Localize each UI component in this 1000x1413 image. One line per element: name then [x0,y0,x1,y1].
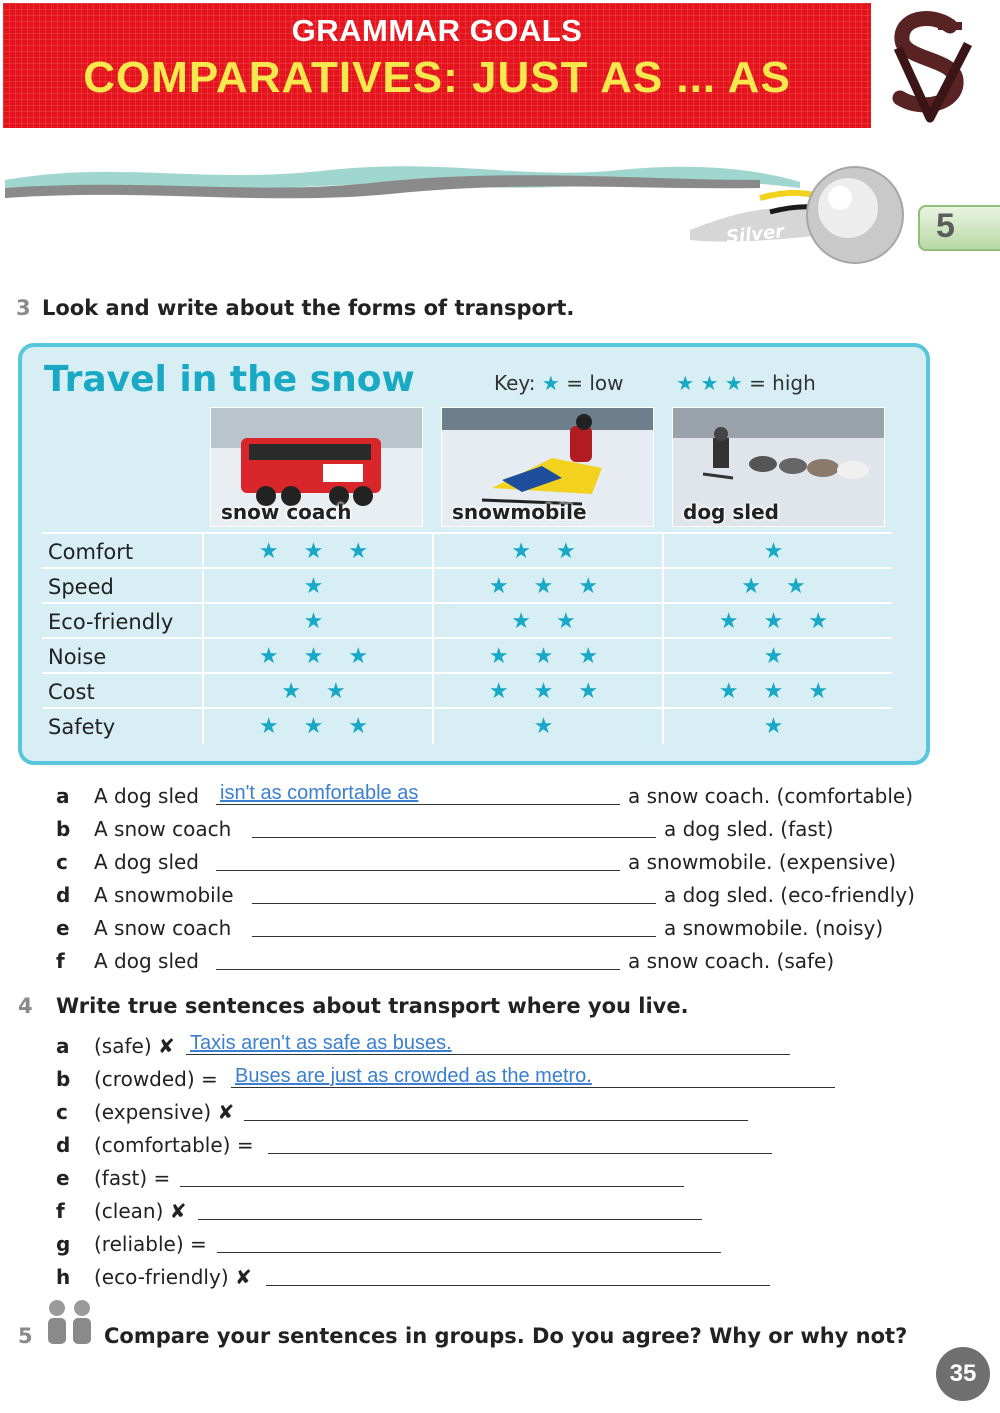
table-title: Travel in the snow [44,359,415,400]
key-low-star-icon: ★ [541,371,560,395]
answer-text: Taxis aren't as safe as buses. [190,1032,452,1054]
row-divider [42,567,892,569]
key-high-text: = high [749,371,816,395]
item-prompt: (expensive) ✘ [94,1100,235,1124]
star-rating: ★ ★ ★ [258,539,378,564]
key-legend [494,371,816,395]
item-letter: a [56,784,70,808]
item-prompt: (comfortable) = [94,1133,254,1157]
item-subject: A snow coach [94,916,232,940]
item-letter: c [56,850,68,874]
criterion-label: Speed [48,575,114,599]
star-rating: ★ ★ [281,679,355,704]
item-letter: b [56,1067,71,1091]
item-letter: f [56,1199,65,1223]
answer-blank[interactable] [217,1252,721,1253]
pair-work-icon [44,1298,96,1344]
snow-coach-photo [210,407,423,527]
publisher-logo [880,8,980,123]
level-label: Silver [725,221,786,248]
answer-blank[interactable] [252,903,656,904]
exercise-5-number: 5 [18,1324,33,1348]
item-object: a snowmobile. (expensive) [628,850,897,874]
item-prompt: (eco-friendly) ✘ [94,1265,252,1289]
star-rating: ★ [533,714,563,739]
star-rating: ★ ★ [511,539,585,564]
item-object: a snow coach. (comfortable) [628,784,914,808]
row-divider [42,672,892,674]
criterion-label: Eco-friendly [48,610,174,634]
row-divider [42,707,892,709]
dog-sled-photo [672,407,885,527]
star-rating: ★ ★ ★ [718,679,838,704]
answer-blank[interactable] [268,1153,772,1154]
star-rating: ★ ★ ★ [488,644,608,669]
exercise-4-number: 4 [18,994,33,1018]
answer-text: Buses are just as crowded as the metro. [235,1065,592,1087]
item-prompt: (fast) = [94,1166,171,1190]
star-rating: ★ [763,714,793,739]
header-subtitle: COMPARATIVES: JUST AS ... AS [83,53,791,102]
answer-blank[interactable] [198,1219,702,1220]
unit-number: 5 [936,207,955,245]
item-letter: f [56,949,65,973]
vehicle-label: snowmobile [452,500,587,524]
answer-blank[interactable] [216,969,620,970]
answer-text: isn't as comfortable as [220,782,419,804]
header-banner [3,3,871,128]
unit-tab [918,205,1000,251]
exercise-3-number: 3 [16,296,31,320]
key-label: Key: [494,371,536,395]
item-letter: d [56,1133,71,1157]
item-letter: e [56,916,70,940]
item-letter: b [56,817,71,841]
item-letter: g [56,1232,71,1256]
answer-blank[interactable] [216,870,620,871]
star-rating: ★ [303,609,333,634]
page-number: 35 [936,1347,990,1401]
item-object: a dog sled. (eco-friendly) [664,883,915,907]
item-letter: e [56,1166,70,1190]
star-rating: ★ [763,539,793,564]
answer-blank[interactable] [180,1186,684,1187]
key-low-text: = low [566,371,624,395]
item-subject: A snowmobile [94,883,234,907]
item-prompt: (crowded) = [94,1067,218,1091]
item-letter: h [56,1265,71,1289]
star-rating: ★ ★ [741,574,815,599]
item-letter: a [56,1034,70,1058]
criterion-label: Safety [48,715,116,739]
vehicle-label: dog sled [683,500,779,524]
key-high-star-icon: ★ ★ ★ [676,371,743,395]
criterion-label: Cost [48,680,95,704]
row-divider [42,602,892,604]
item-prompt: (reliable) = [94,1232,207,1256]
travel-table-panel [18,343,930,765]
answer-blank[interactable] [252,936,656,937]
star-rating: ★ [303,574,333,599]
item-prompt: (safe) ✘ [94,1034,175,1058]
vehicle-label: snow coach [221,500,352,524]
item-subject: A dog sled [94,850,199,874]
exercise-3-instruction: Look and write about the forms of transport. [42,296,575,320]
star-rating: ★ ★ ★ [488,574,608,599]
star-rating: ★ ★ [511,609,585,634]
header-title: GRAMMAR GOALS [291,13,583,48]
silver-level-decoration [0,140,1000,265]
row-divider [42,637,892,639]
item-object: a snowmobile. (noisy) [664,916,884,940]
item-letter: d [56,883,71,907]
criterion-label: Noise [48,645,107,669]
answer-blank[interactable] [252,837,656,838]
snowmobile-photo [441,407,654,527]
star-rating: ★ ★ ★ [718,609,838,634]
item-subject: A dog sled [94,784,199,808]
answer-blank[interactable] [266,1285,770,1286]
exercise-4-instruction: Write true sentences about transport where you live. [56,994,689,1018]
star-rating: ★ [763,644,793,669]
item-letter: c [56,1100,68,1124]
item-object: a snow coach. (safe) [628,949,835,973]
exercise-5-instruction: Compare your sentences in groups. Do you agree? Why or why not? [104,1324,908,1348]
item-prompt: (clean) ✘ [94,1199,187,1223]
star-rating: ★ ★ ★ [258,714,378,739]
criterion-label: Comfort [48,540,134,564]
answer-blank[interactable] [244,1120,748,1121]
item-object: a dog sled. (fast) [664,817,834,841]
row-divider [42,532,892,534]
star-rating: ★ ★ ★ [258,644,378,669]
star-rating: ★ ★ ★ [488,679,608,704]
item-subject: A dog sled [94,949,199,973]
item-subject: A snow coach [94,817,232,841]
